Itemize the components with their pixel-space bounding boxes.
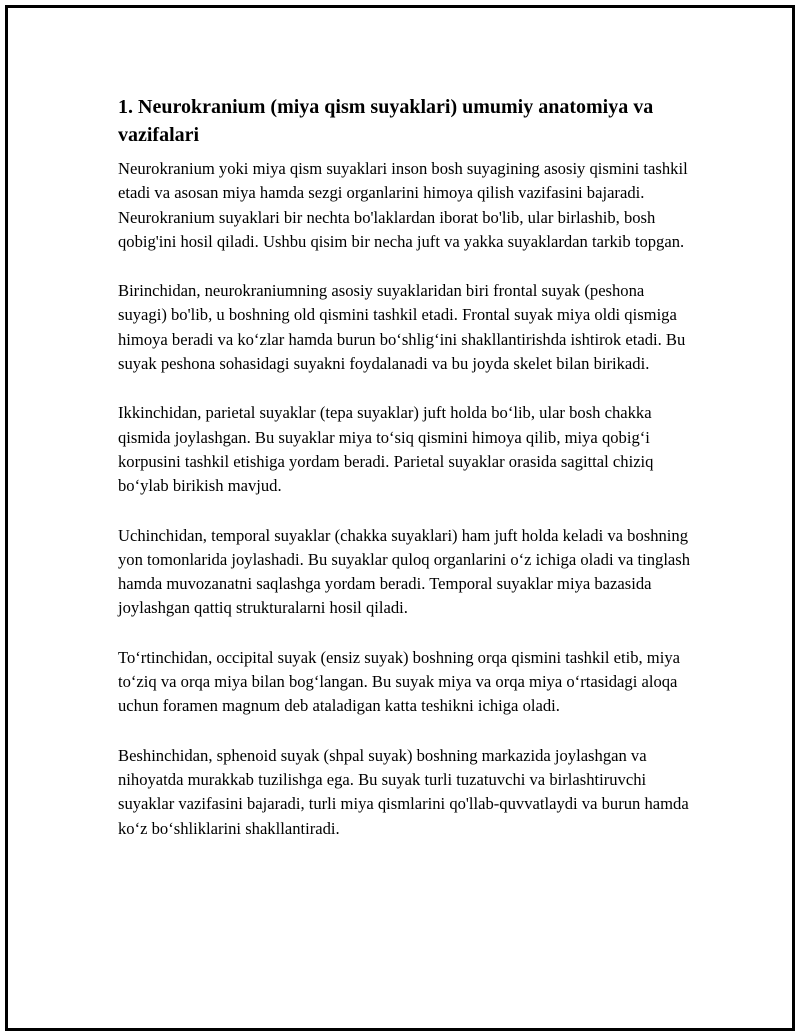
paragraph-sphenoid: Beshinchidan, sphenoid suyak (shpal suyak) boshning markazida joylashgan va nihoyatda murakkab tuzilishga ega. Bu suyak turli tuzatuvchi va birlashtiruvchi suyaklar vazifasini bajaradi, turli miya qismlarini qo'llab-quvvatlaydi va burun hamda ko‘z bo‘shliklarini shakllantiradi. [118,745,689,838]
document-body [118,93,693,866]
paragraph-occipital: To‘rtinchidan, occipital suyak (ensiz suyak) boshning orqa qismini tashkil etib, miya to‘ziq va orqa miya bilan bog‘langan. Bu suyak miya va orqa miya o‘rtasidagi aloqa uchun foramen magnum deb ataladigan katta teshikni ichiga oladi. [118,647,680,716]
section-heading: 1. Neurokranium (miya qism suyaklari) umumiy anatomiya va vazifalari [118,96,654,146]
paragraph-intro: Neurokranium yoki miya qism suyaklari inson bosh suyagining asosiy qismini tashkil etadi va asosan miya hamda sezgi organlarini himoya qilish vazifasini bajaradi. Neurokranium suyaklari bir nechta bo'laklardan iborat bo'lib, ular birlashib, bosh qobig'ini hosil qiladi. Ushbu qisim bir necha juft va yakka suyaklardan tarkib topgan. [118,159,688,251]
paragraph-parietal: Ikkinchidan, parietal suyaklar (tepa suyaklar) juft holda bo‘lib, ular bosh chakka qismida joylashgan. Bu suyaklar miya to‘siq qismini himoya qilib, miya qobig‘i korpusini tashkil etishiga yordam beradi. Parietal suyaklar orasida sagittal chiziq bo‘ylab birikish mavjud. [118,403,654,496]
paragraph-temporal: Uchinchidan, temporal suyaklar (chakka suyaklari) ham juft holda keladi va boshning yon tomonlarida joylashadi. Bu suyaklar quloq organlarini o‘z ichiga oladi va tinglash hamda muvozanatni saqlashga yordam beradi. Temporal suyaklar miya bazasida joylashgan qattiq strukturalarni hosil qiladi. [118,525,691,618]
paragraph-frontal: Birinchidan, neurokraniumning asosiy suyaklaridan biri frontal suyak (peshona suyagi) bo'lib, u boshning old qismini tashkil etadi. Frontal suyak miya oldi qismiga himoya beradi va ko‘zlar hamda burun bo‘shlig‘ini shakllantirishda ishtirok etadi. Bu suyak peshona sohasidagi suyakni foydalanadi va bu joyda skelet bilan birikadi. [118,281,686,374]
